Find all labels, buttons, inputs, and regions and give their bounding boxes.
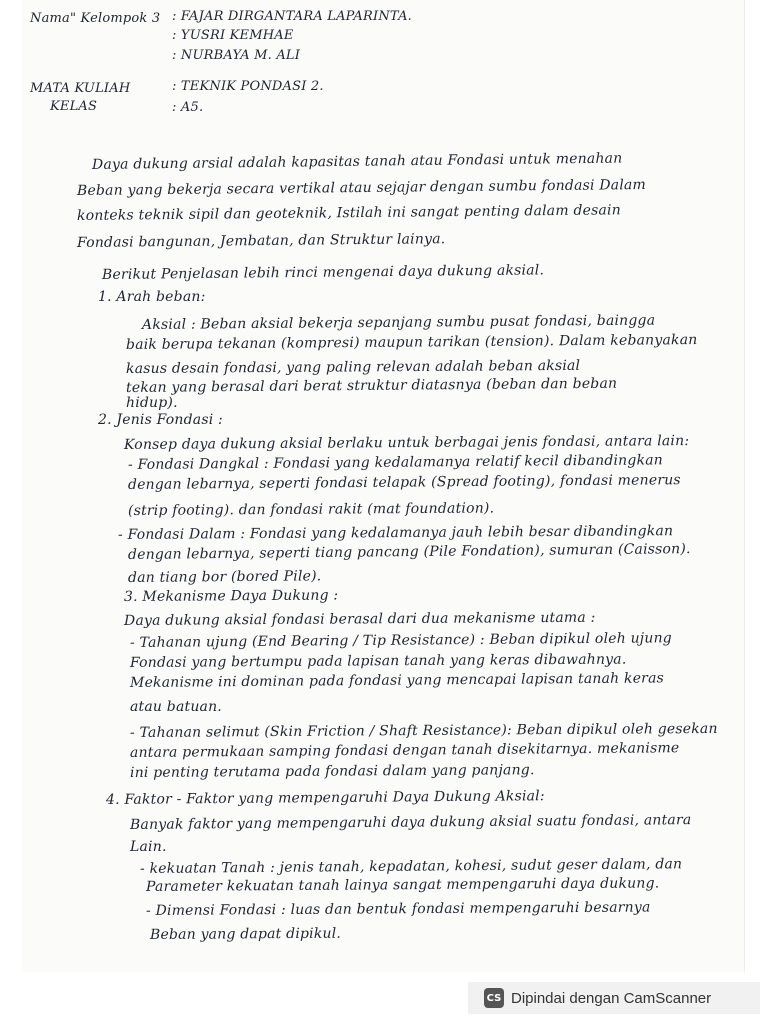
handwritten-line: (strip footing). dan fondasi rakit (mat foundation).: [127, 500, 495, 519]
member-name: : FAJAR DIRGANTARA LAPARINTA.: [172, 9, 413, 24]
member-name: : YUSRI KEMHAE: [172, 28, 294, 43]
group-label: Nama" Kelompok 3: [30, 11, 161, 26]
handwritten-line: dengan lebarnya, seperti tiang pancang (Pile Fondation), sumuran (Caisson).: [127, 541, 691, 563]
handwritten-line: hidup).: [126, 395, 178, 411]
handwritten-line: - Tahanan ujung (End Bearing / Tip Resistance) : Beban dipikul oleh ujung: [129, 630, 672, 651]
camscanner-logo-icon: CS: [484, 988, 504, 1008]
handwritten-line: antara permukaan samping fondasi dengan tanah disekitarnya. mekanisme: [129, 740, 680, 761]
handwritten-line: Parameter kekuatan tanah lainya sangat mempengaruhi daya dukung.: [145, 875, 660, 895]
camscanner-watermark: [468, 982, 760, 1014]
handwritten-line: - Dimensi Fondasi : luas dan bentuk fondasi mempengaruhi besarnya: [145, 899, 651, 919]
handwritten-line: Aksial : Beban aksial bekerja sepanjang sumbu pusat fondasi, baingga: [141, 312, 656, 333]
member-name: : NURBAYA M. ALI: [172, 48, 301, 63]
handwritten-line: kasus desain fondasi, yang paling relevan adalah beban aksial: [125, 357, 581, 377]
handwritten-line: 3. Mekanisme Daya Dukung :: [123, 587, 339, 605]
class-label: KELAS: [50, 99, 98, 114]
handwritten-line: Konsep daya dukung aksial berlaku untuk berbagai jenis fondasi, antara lain:: [123, 433, 690, 453]
handwritten-line: Fondasi bangunan, Jembatan, dan Struktur lainya.: [76, 231, 446, 251]
course-label: MATA KULIAH: [30, 81, 131, 96]
handwritten-line: Daya dukung arsial adalah kapasitas tanah atau Fondasi untuk menahan: [91, 150, 623, 173]
handwritten-line: ini penting terutama pada fondasi dalam yang panjang.: [129, 762, 535, 781]
handwritten-line: Lain.: [130, 839, 167, 855]
scanned-page: [22, 0, 744, 972]
handwritten-line: 4. Faktor - Faktor yang mempengaruhi Daya Dukung Aksial:: [105, 788, 545, 808]
handwritten-line: atau batuan.: [130, 699, 222, 715]
handwritten-line: Mekanisme ini dominan pada fondasi yang mencapai lapisan tanah keras: [129, 670, 665, 691]
class-value: : A5.: [172, 100, 204, 115]
handwritten-line: tekan yang berasal dari berat struktur diatasnya (beban dan beban: [125, 375, 618, 396]
watermark-text: Dipindai dengan CamScanner: [511, 989, 712, 1007]
course-value: : TEKNIK PONDASI 2.: [172, 79, 324, 94]
handwritten-line: Beban yang dapat dipikul.: [149, 925, 342, 943]
handwritten-line: Berikut Penjelasan lebih rinci mengenai daya dukung aksial.: [101, 262, 545, 283]
handwritten-line: Daya dukung aksial fondasi berasal dari dua mekanisme utama :: [123, 609, 596, 629]
handwritten-line: 2. Jenis Fondasi :: [98, 412, 223, 428]
handwritten-line: - Fondasi Dalam : Fondasi yang kedalamanya jauh lebih besar dibandingkan: [117, 523, 674, 543]
handwritten-line: baik berupa tekanan (kompresi) maupun tarikan (tension). Dalam kebanyakan: [125, 332, 698, 353]
handwritten-line: konteks teknik sipil dan geoteknik, Istilah ini sangat penting dalam desain: [76, 202, 621, 224]
handwritten-line: Banyak faktor yang mempengaruhi daya dukung aksial suatu fondasi, antara: [129, 812, 692, 833]
handwritten-line: Beban yang bekerja secara vertikal atau sejajar dengan sumbu fondasi Dalam: [76, 177, 647, 199]
handwritten-line: dan tiang bor (bored Pile).: [127, 568, 322, 586]
handwritten-line: Fondasi yang bertumpu pada lapisan tanah yang keras dibawahnya.: [129, 651, 627, 671]
handwritten-line: - kekuatan Tanah : jenis tanah, kepadatan, kohesi, sudut geser dalam, dan: [139, 856, 683, 877]
handwritten-line: - Fondasi Dangkal : Fondasi yang kedalamanya relatif kecil dibandingkan: [127, 452, 664, 473]
handwritten-line: 1. Arah beban:: [98, 289, 206, 305]
handwritten-line: - Tahanan selimut (Skin Friction / Shaft Resistance): Beban dipikul oleh gesekan: [129, 720, 718, 741]
handwritten-line: dengan lebarnya, seperti fondasi telapak (Spread footing), fondasi menerus: [127, 472, 681, 493]
